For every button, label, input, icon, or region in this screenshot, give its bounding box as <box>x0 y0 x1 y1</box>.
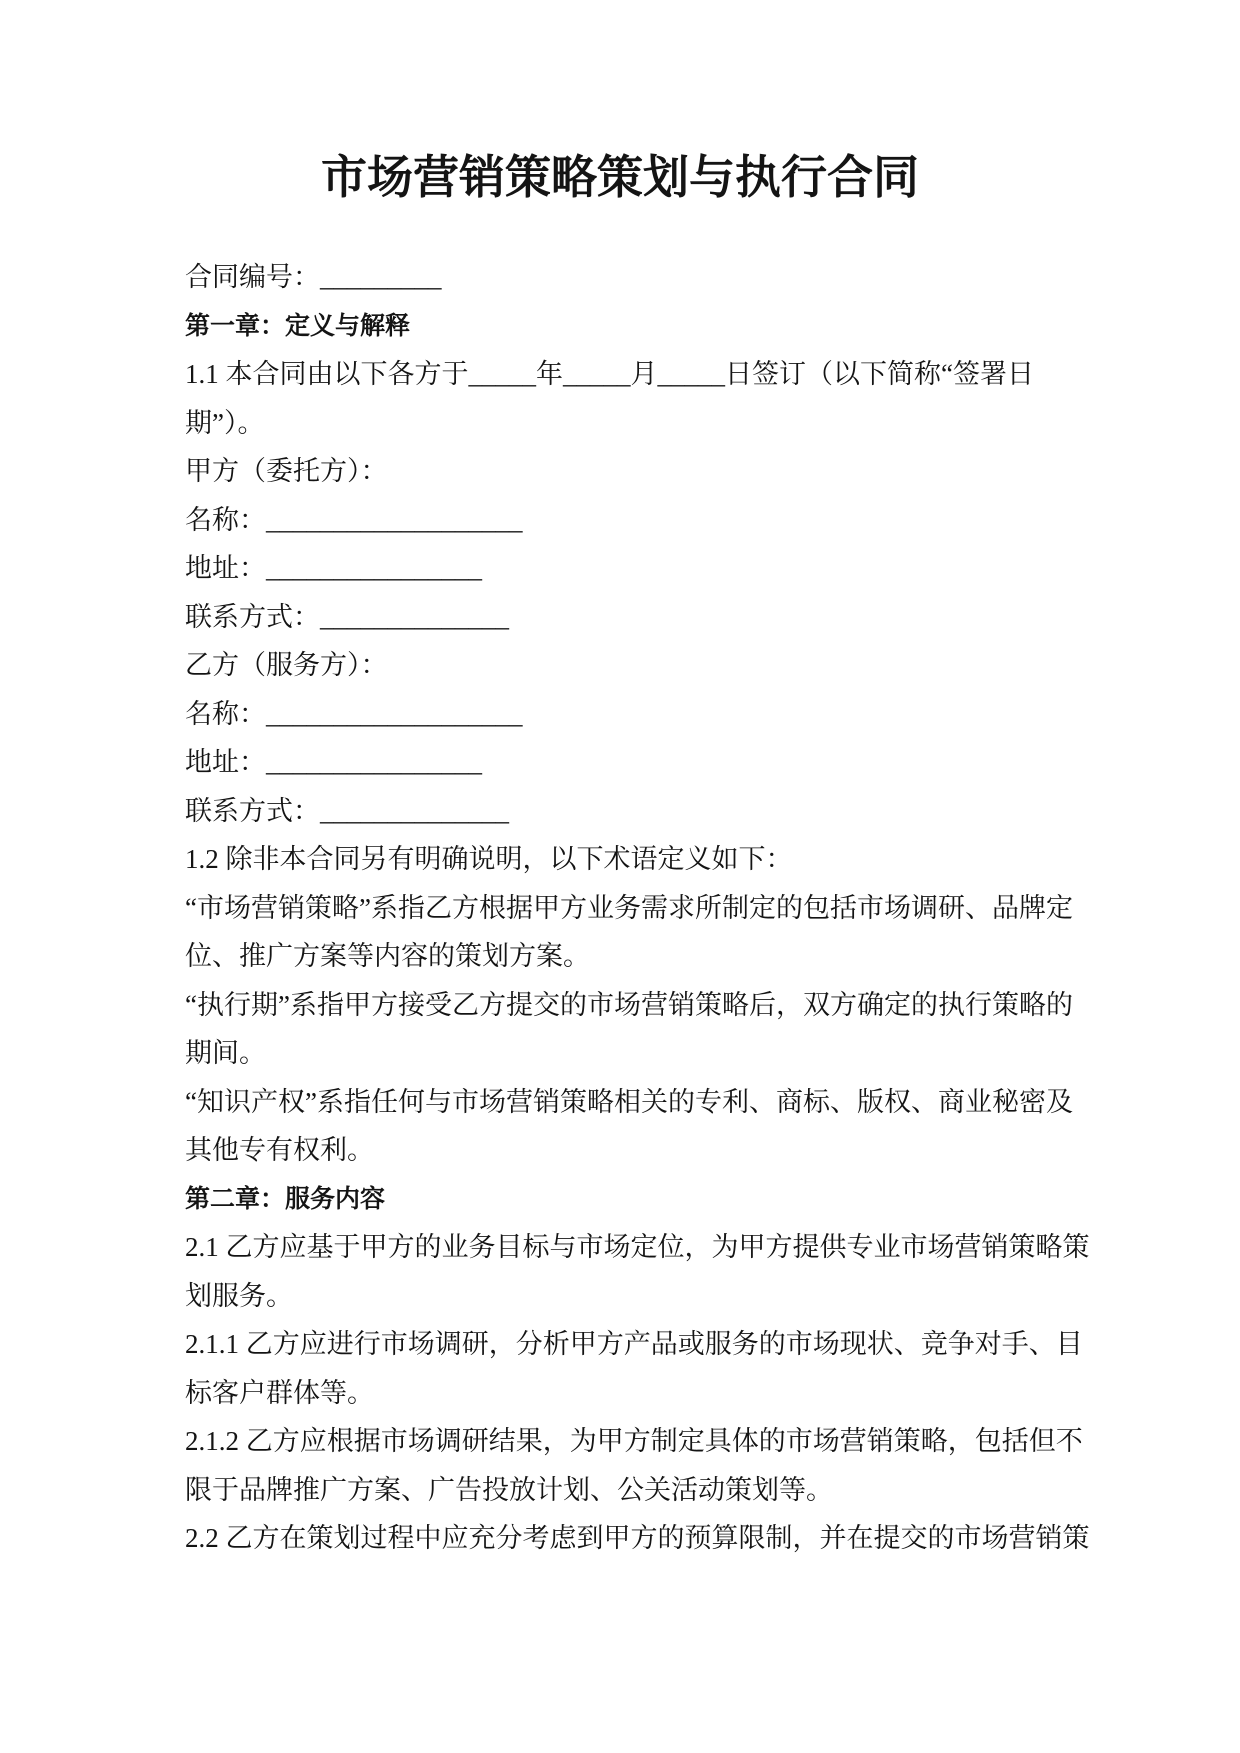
clause-2-1-2-line-1: 2.1.2 乙方应根据市场调研结果，为甲方制定具体的市场营销策略，包括但不 <box>185 1426 1083 1456</box>
document-lines <box>185 253 1090 1563</box>
party-b-address-field: 地址：________________ <box>185 747 482 777</box>
clause-2-2-line-1: 2.2 乙方在策划过程中应充分考虑到甲方的预算限制，并在提交的市场营销策 <box>185 1523 1090 1553</box>
party-b-name-field: 名称：___________________ <box>185 698 523 729</box>
clause-2-1-1-line-1: 2.1.1 乙方应进行市场调研，分析甲方产品或服务的市场现状、竞争对手、目 <box>185 1329 1083 1359</box>
definition-marketing-strategy-line-2: 位、推广方案等内容的策划方案。 <box>185 941 590 971</box>
party-b-contact-field: 联系方式：______________ <box>185 795 509 826</box>
definition-execution-period-line-1: “执行期”系指甲方接受乙方提交的市场营销策略后，双方确定的执行策略的 <box>185 989 1073 1020</box>
clause-2-1-1-line-2: 标客户群体等。 <box>185 1377 374 1408</box>
document-body <box>185 253 1090 1563</box>
chapter-2-heading: 第二章：服务内容 <box>185 1184 386 1213</box>
party-a-name-field: 名称：___________________ <box>185 504 523 535</box>
definition-execution-period-line-2: 期间。 <box>185 1038 266 1068</box>
party-a-contact-field: 联系方式：______________ <box>185 601 509 632</box>
clause-1-2-intro: 1.2 除非本合同另有明确说明，以下术语定义如下： <box>185 844 793 874</box>
contract-number-line: 合同编号：_________ <box>185 262 442 292</box>
definition-marketing-strategy-line-1: “市场营销策略”系指乙方根据甲方业务需求所制定的包括市场调研、品牌定 <box>185 892 1073 923</box>
clause-1-1-line-1: 1.1 本合同由以下各方于_____年_____月_____日签订（以下简称“签署日 <box>185 359 1034 389</box>
party-a-label: 甲方（委托方）： <box>185 456 388 486</box>
clause-1-1-line-2: 期”）。 <box>185 407 265 438</box>
party-b-label: 乙方（服务方）： <box>185 650 388 680</box>
party-a-address-field: 地址：________________ <box>185 553 482 583</box>
document-title: 市场营销策略策划与执行合同 <box>321 152 919 203</box>
clause-2-1-2-line-2: 限于品牌推广方案、广告投放计划、公关活动策划等。 <box>185 1474 833 1505</box>
clause-2-1-line-1: 2.1 乙方应基于甲方的业务目标与市场定位，为甲方提供专业市场营销策略策 <box>185 1232 1090 1262</box>
clause-2-1-line-2: 划服务。 <box>185 1280 293 1311</box>
chapter-1-heading: 第一章：定义与解释 <box>185 311 411 340</box>
definition-intellectual-property-line-2: 其他专有权利。 <box>185 1135 374 1165</box>
definition-intellectual-property-line-1: “知识产权”系指任何与市场营销策略相关的专利、商标、版权、商业秘密及 <box>185 1086 1073 1117</box>
